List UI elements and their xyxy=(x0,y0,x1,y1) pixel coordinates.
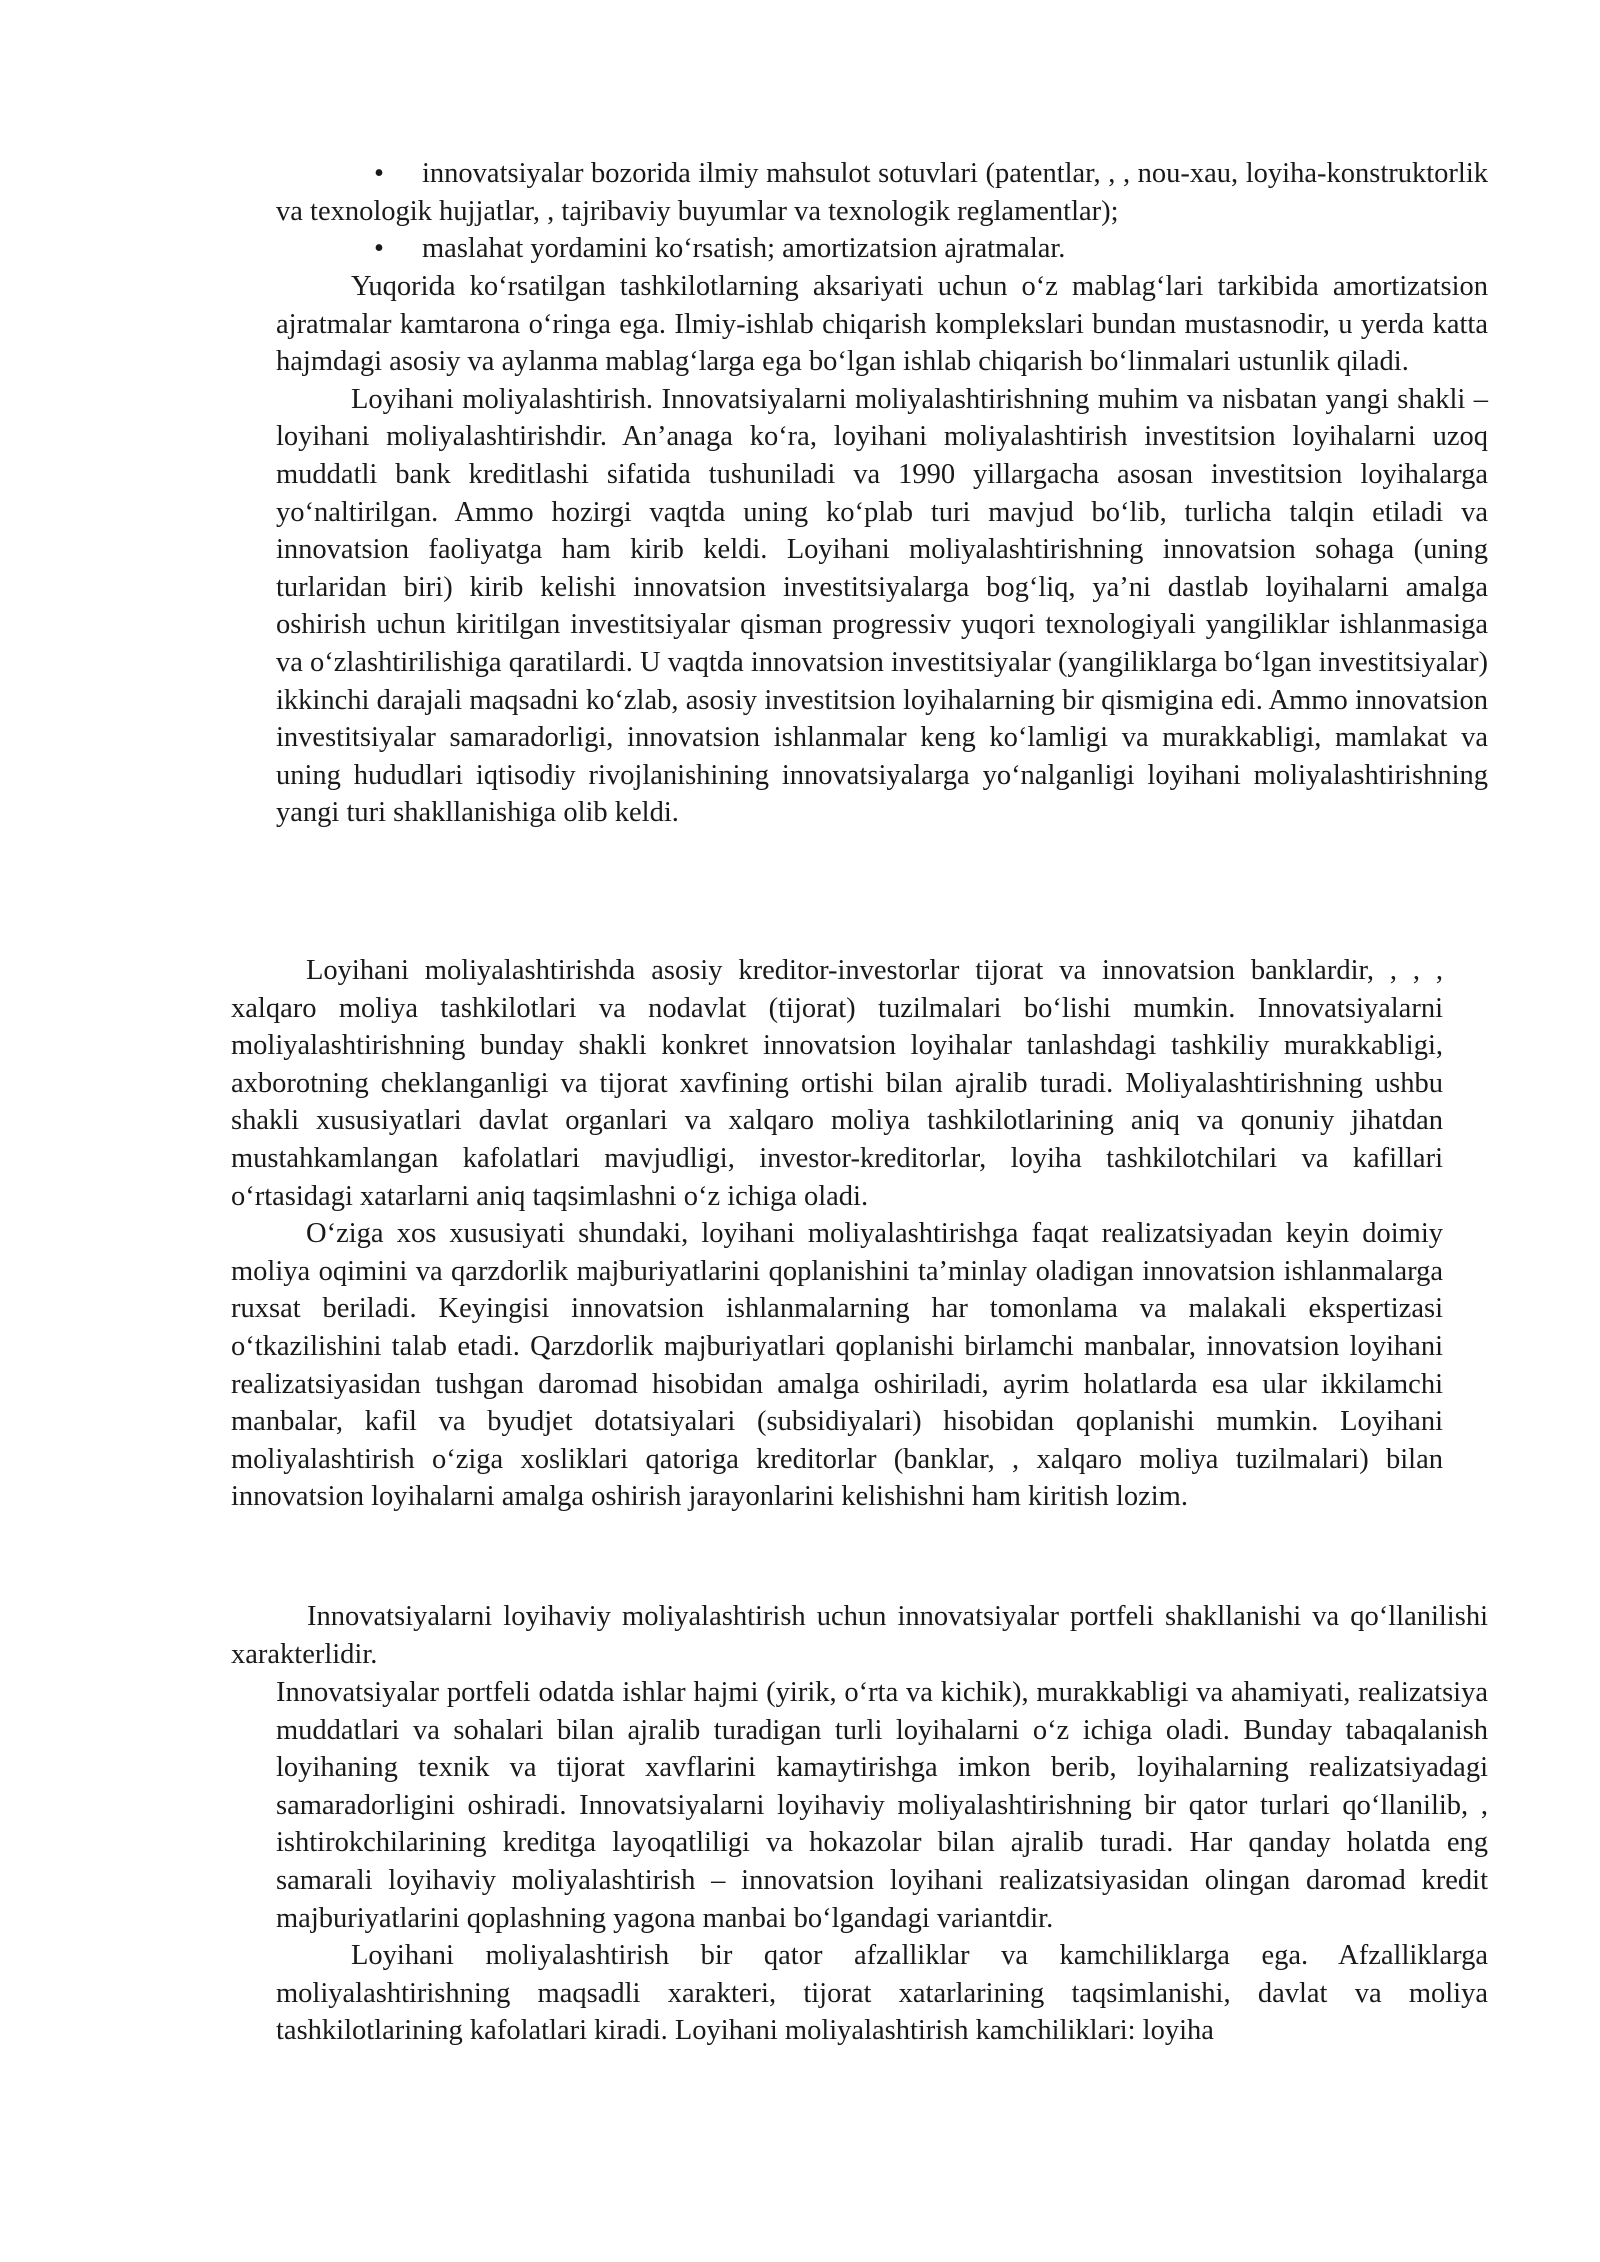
bullet-icon: • xyxy=(374,158,384,189)
bullet-list xyxy=(276,155,1488,268)
paragraph: Yuqorida ko‘rsatilgan tashkilotlarning aksariyati uchun o‘z mablag‘lari tarkibida amortizatsion ajratmalar kamtarona o‘ringa ega. Ilmiy-ishlab chiqarish komplekslari bundan mustasnodir, u yerda katta hajmdagi asosiy va aylanma mablag‘larga ega bo‘lgan ishlab chiqarish bo‘linmalari ustunlik qiladi. xyxy=(276,271,1488,378)
paragraph: Loyihani moliyalashtirish. Innovatsiyalarni moliyalashtirishning muhim va nisbatan yangi shakli – loyihani moliyalashtirishdir. An’anaga ko‘ra, loyihani moliyalashtirish investitsion loyihalarni uzoq muddatli bank kreditlashi sifatida tushuniladi va 1990 yillargacha asosan investitsion loyihalarga yo‘naltirilgan. Ammo hozirgi vaqtda uning ko‘plab turi mavjud bo‘lib, turlicha talqin etiladi va innovatsion faoliyatga ham kirib keldi. Loyihani moliyalashtirishning innovatsion sohaga (uning turlaridan biri) kirib kelishi innovatsion investitsiyalarga bog‘liq, ya’ni dastlab loyihalarni amalga oshirish uchun kiritilgan investitsiyalar qisman progressiv yuqori texnologiyali yangiliklar ishlanmasiga va o‘zlashtirilishiga qaratilardi. U vaqtda innovatsion investitsiyalar (yangiliklarga bo‘lgan investitsiyalar) ikkinchi darajali maqsadni ko‘zlab, asosiy investitsion loyihalarning bir qismigina edi. Ammo innovatsion investitsiyalar samaradorligi, innovatsion ishlanmalar keng ko‘lamligi va murakkabligi, mamlakat va uning hududlari iqtisodiy rivojlanishining innovatsiyalarga yo‘nalganligi loyihani moliyalashtirishning yangi turi shakllanishiga olib keldi. xyxy=(276,383,1488,829)
paragraph-block-4 xyxy=(276,1674,1488,2050)
paragraph-block-1 xyxy=(276,268,1488,832)
bullet-text: maslahat yordamini ko‘rsatish; amortizatsion ajratmalar. xyxy=(422,233,1066,265)
bullet-icon: • xyxy=(374,233,384,265)
list-item xyxy=(276,230,1488,268)
paragraph: Loyihani moliyalashtirishda asosiy kreditor-investorlar tijorat va innovatsion banklardir, , , , xalqaro moliya tashkilotlari va nodavlat (tijorat) tuzilmalari bo‘lishi mumkin. Innovatsiyalarni moliyalashtirishning bunday shakli konkret innovatsion loyihalar tanlashdagi tashkiliy murakkabligi, axborotning cheklanganligi va tijorat xavfining ortishi bilan ajralib turadi. Moliyalashtirishning ushbu shakli xususiyatlari davlat organlari va xalqaro moliya tashkilotlarining aniq va qonuniy jihatdan mustahkamlangan kafolatlari mavjudligi, investor-kreditorlar, loyiha tashkilotchilari va kafillari o‘rtasidagi xatarlarni aniq taqsimlashni o‘z ichiga oladi. xyxy=(231,955,1443,1212)
list-item xyxy=(276,155,1488,230)
paragraph: O‘ziga xos xususiyati shundaki, loyihani moliyalashtirishga faqat realizatsiyadan keyin doimiy moliya oqimini va qarzdorlik majburiyatlarini qoplanishini ta’minlay oladigan innovatsion ishlanmalarga ruxsat beriladi. Keyingisi innovatsion ishlanmalarning har tomonlama va malakali ekspertizasi o‘tkazilishini talab etadi. Qarzdorlik majburiyatlari qoplanishi birlamchi manbalar, innovatsion loyihani realizatsiyasidan tushgan daromad hisobidan amalga oshiriladi, ayrim holatlarda esa ular ikkilamchi manbalar, kafil va byudjet dotatsiyalari (subsidiyalari) hisobidan qoplanishi mumkin. Loyihani moliyalashtirish o‘ziga xosliklari qatoriga kreditorlar (banklar, , xalqaro moliya tuzilmalari) bilan innovatsion loyihalarni amalga oshirish jarayonlarini kelishishni ham kiritish lozim. xyxy=(231,1218,1443,1513)
paragraph-block-3 xyxy=(231,1598,1488,1673)
bullet-text: innovatsiyalar bozorida ilmiy mahsulot sotuvlari (patentlar, , , nou-xau, loyiha-konstruktorlik va texnologik hujjatlar, , tajribaviy buyumlar va texnologik reglamentlar); xyxy=(276,158,1488,227)
paragraph: Innovatsiyalar portfeli odatda ishlar hajmi (yirik, o‘rta va kichik), murakkabligi va ahamiyati, realizatsiya muddatlari va sohalari bilan ajralib turadigan turli loyihalarni o‘z ichiga oladi. Bunday tabaqalanish loyihaning texnik va tijorat xavflarini kamaytirishga imkon berib, loyihalarning realizatsiyadagi samaradorligini oshiradi. Innovatsiyalarni loyihaviy moliyalashtirishning bir qator turlari qo‘llanilib, , ishtirokchilarining kreditga layoqatliligi va hokazolar bilan ajralib turadi. Har qanday holatda eng samarali loyihaviy moliyalashtirish – innovatsion loyihani realizatsiyasidan olingan daromad kredit majburiyatlarini qoplashning yagona manbai bo‘lgandagi variantdir. xyxy=(276,1677,1488,1934)
paragraph: Innovatsiyalarni loyihaviy moliyalashtirish uchun innovatsiyalar portfeli shakllanishi va qo‘llanilishi xarakterlidir. xyxy=(231,1601,1488,1670)
paragraph: Loyihani moliyalashtirish bir qator afzalliklar va kamchiliklarga ega. Afzalliklarga moliyalashtirishning maqsadli xarakteri, tijorat xatarlarining taqsimlanishi, davlat va moliya tashkilotlarining kafolatlari kiradi. Loyihani moliyalashtirish kamchiliklari: loyiha xyxy=(276,1940,1488,2047)
paragraph-block-2 xyxy=(231,952,1443,1516)
